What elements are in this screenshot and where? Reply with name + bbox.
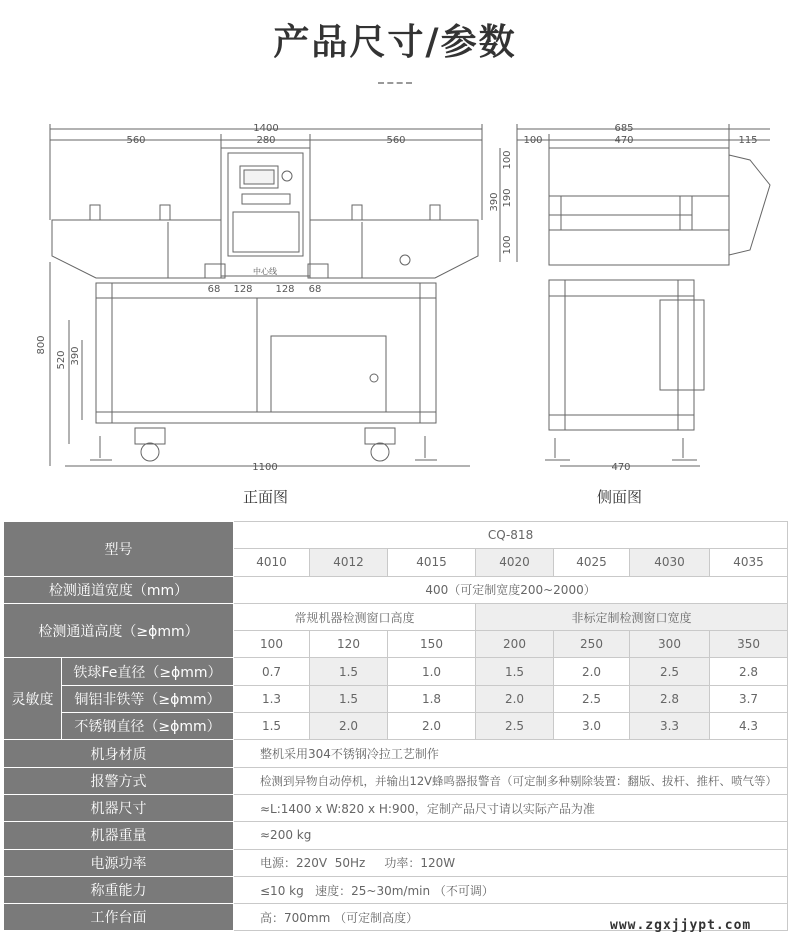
sens-cell: 2.8 xyxy=(630,685,710,712)
side-dim-total: 685 xyxy=(614,123,634,134)
height-cell: 150 xyxy=(388,631,476,658)
side-dim-390: 390 xyxy=(489,192,500,212)
front-dim-left: 560 xyxy=(126,135,146,146)
height-label: 检测通道高度（≥ϕmm） xyxy=(4,603,234,658)
model-cell: 4020 xyxy=(476,549,554,576)
dimension-drawings xyxy=(0,110,790,480)
side-view-caption: 侧面图 xyxy=(597,488,643,506)
sens-cell: 0.7 xyxy=(234,658,310,685)
sens-cell: 1.0 xyxy=(388,658,476,685)
model-cell: 4010 xyxy=(234,549,310,576)
alarm-value: 检测到异物自动停机，并输出12V蜂鸣器报警音（可定制多种剔除装置：翻版、拔杆、推杆、喷气等） xyxy=(234,767,788,794)
sens-cell: 1.5 xyxy=(234,713,310,740)
model-cell: 4015 xyxy=(388,549,476,576)
sens-cell: 1.5 xyxy=(476,658,554,685)
side-dim-190: 190 xyxy=(502,188,513,208)
height-custom-header: 非标定制检测窗口宽度 xyxy=(476,603,788,630)
height-cell: 200 xyxy=(476,631,554,658)
front-dim-height: 800 xyxy=(36,335,47,355)
sens-cell: 2.8 xyxy=(710,658,788,685)
model-cell: 4035 xyxy=(710,549,788,576)
front-view-caption: 正面图 xyxy=(243,488,289,506)
sens-cell: 2.0 xyxy=(388,713,476,740)
side-dim-center: 470 xyxy=(614,135,634,146)
front-dim-total: 1400 xyxy=(253,123,279,134)
material-value: 整机采用304不锈钢冷拉工艺制作 xyxy=(234,740,788,767)
front-dim-base: 1100 xyxy=(252,462,278,473)
power-value: 电源：220V 50Hz 功率：120W xyxy=(234,849,788,876)
capacity-value: ≤10 kg 速度：25~30m/min （不可调） xyxy=(234,876,788,903)
sens-cell: 1.5 xyxy=(310,685,388,712)
height-standard-header: 常规机器检测窗口高度 xyxy=(234,603,476,630)
weight-value: ≈200 kg xyxy=(234,822,788,849)
height-cell: 250 xyxy=(554,631,630,658)
side-dim-100a: 100 xyxy=(502,150,513,170)
sensitivity-row-label: 不锈钢直径（≥ϕmm） xyxy=(62,713,234,740)
size-label: 机器尺寸 xyxy=(4,794,234,821)
front-view-drawing xyxy=(50,124,482,466)
model-label: 型号 xyxy=(4,522,234,577)
front-dim-128b: 128 xyxy=(275,284,295,295)
front-dim-68a: 68 xyxy=(207,284,221,295)
material-label: 机身材质 xyxy=(4,740,234,767)
sens-cell: 2.0 xyxy=(554,658,630,685)
sens-cell: 1.5 xyxy=(310,658,388,685)
side-dim-base: 470 xyxy=(611,462,631,473)
side-dim-left: 100 xyxy=(523,135,543,146)
side-dim-right: 115 xyxy=(738,135,758,146)
center-line-label: 中心线 xyxy=(253,267,277,276)
model-cell: 4012 xyxy=(310,549,388,576)
watermark: www.zgxjjypt.com xyxy=(610,918,752,933)
worktable-label: 工作台面 xyxy=(4,904,234,931)
front-dim-center: 280 xyxy=(256,135,276,146)
front-dim-390: 390 xyxy=(70,346,81,366)
sensitivity-label: 灵敏度 xyxy=(4,658,62,740)
sens-cell: 3.7 xyxy=(710,685,788,712)
height-cell: 120 xyxy=(310,631,388,658)
title-divider xyxy=(378,82,412,84)
model-cell: 4025 xyxy=(554,549,630,576)
sens-cell: 2.5 xyxy=(630,658,710,685)
sens-cell: 4.3 xyxy=(710,713,788,740)
sens-cell: 3.0 xyxy=(554,713,630,740)
page-title: 产品尺寸/参数 xyxy=(273,21,517,63)
front-dim-520: 520 xyxy=(56,350,67,370)
size-value: ≈L:1400 x W:820 x H:900，定制产品尺寸请以实际产品为准 xyxy=(234,794,788,821)
weight-label: 机器重量 xyxy=(4,822,234,849)
model-name: CQ-818 xyxy=(234,522,788,549)
power-label: 电源功率 xyxy=(4,849,234,876)
capacity-label: 称重能力 xyxy=(4,876,234,903)
height-cell: 100 xyxy=(234,631,310,658)
width-value: 400（可定制宽度200~2000） xyxy=(234,576,788,603)
sensitivity-row-label: 铁球Fe直径（≥ϕmm） xyxy=(62,658,234,685)
front-dim-68b: 68 xyxy=(308,284,322,295)
height-cell: 300 xyxy=(630,631,710,658)
sens-cell: 2.0 xyxy=(476,685,554,712)
sens-cell: 3.3 xyxy=(630,713,710,740)
spec-table xyxy=(3,521,788,931)
side-view-drawing xyxy=(500,124,770,466)
sens-cell: 1.8 xyxy=(388,685,476,712)
alarm-label: 报警方式 xyxy=(4,767,234,794)
sensitivity-row-label: 铜铝非铁等（≥ϕmm） xyxy=(62,685,234,712)
sens-cell: 1.3 xyxy=(234,685,310,712)
worktable-value: 高：700mm （可定制高度） xyxy=(234,904,788,931)
sens-cell: 2.5 xyxy=(554,685,630,712)
side-dim-100b: 100 xyxy=(502,235,513,255)
front-dim-right: 560 xyxy=(386,135,406,146)
model-cell: 4030 xyxy=(630,549,710,576)
sens-cell: 2.0 xyxy=(310,713,388,740)
width-label: 检测通道宽度（mm） xyxy=(4,576,234,603)
front-dim-128a: 128 xyxy=(233,284,253,295)
height-cell: 350 xyxy=(710,631,788,658)
sens-cell: 2.5 xyxy=(476,713,554,740)
